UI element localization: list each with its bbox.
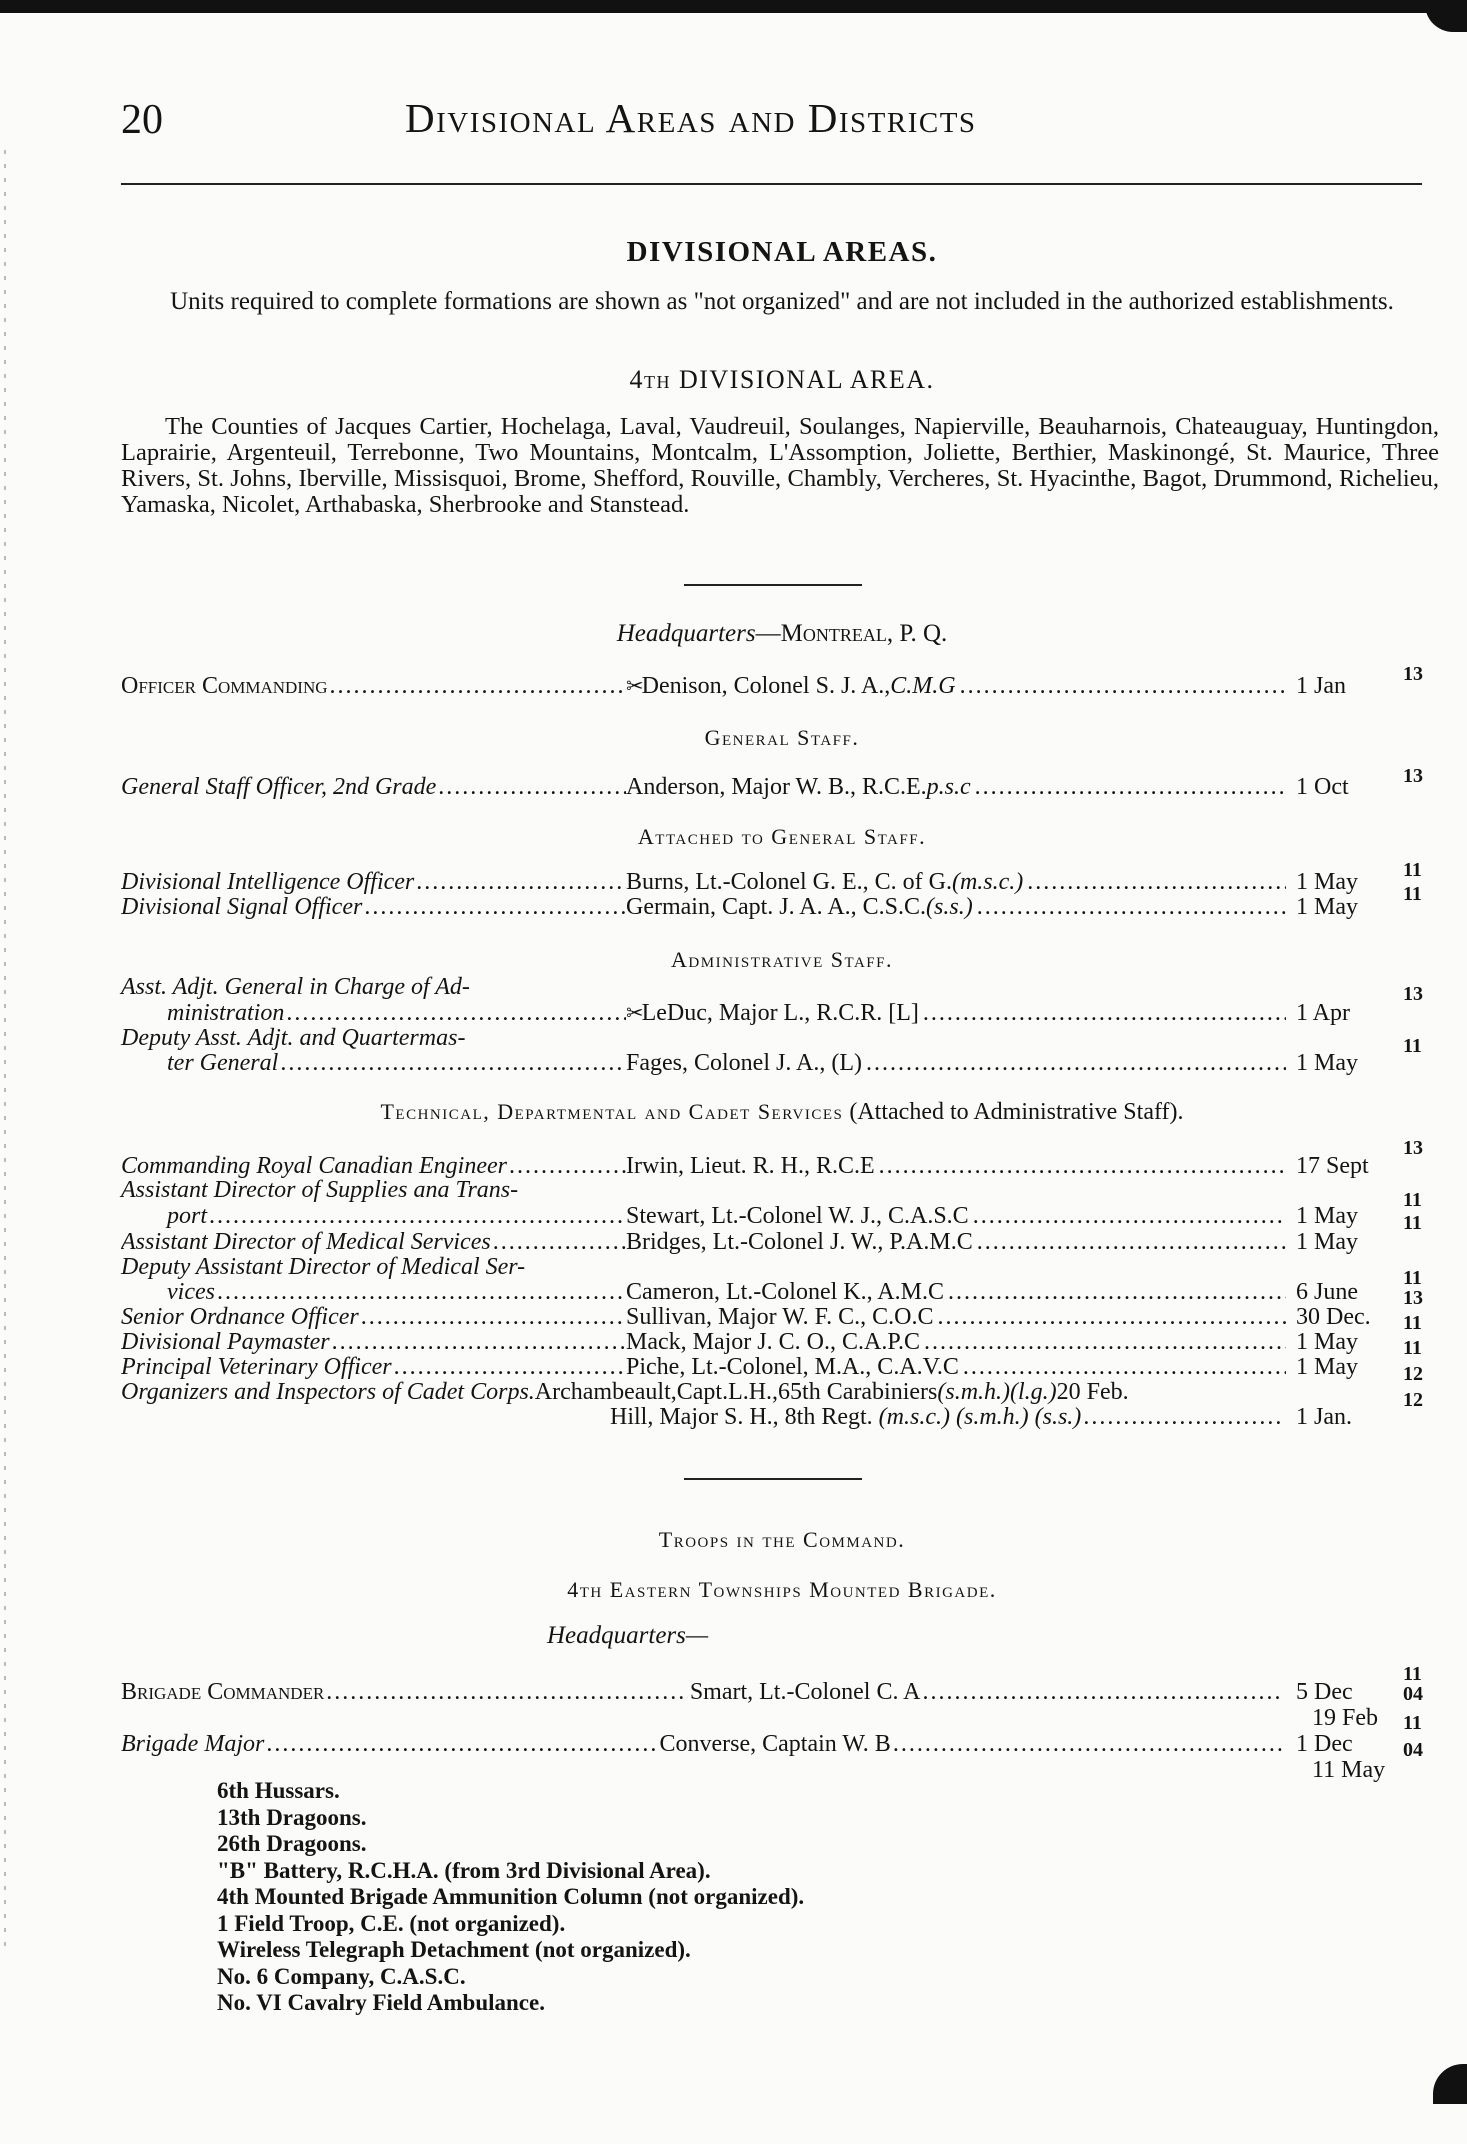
margin-year: 13	[1403, 983, 1423, 1005]
qualification: (m.s.c.) (s.m.h.) (s.s.)	[878, 1404, 1082, 1430]
qualification: (s.m.h.)(l.g.)	[937, 1379, 1057, 1405]
appointment-label-line1: Deputy Assistant Director of Medical Ser-	[121, 1254, 526, 1280]
margin-year: 11	[1403, 1212, 1422, 1234]
margin-year: 11	[1403, 859, 1422, 881]
margin-year: 11	[1403, 1035, 1422, 1057]
appointment-label: General Staff Officer, 2nd Grade	[121, 774, 437, 800]
appointment-label: Commanding Royal Canadian Engineer	[121, 1153, 507, 1179]
margin-year: 11	[1403, 1712, 1422, 1734]
general-staff-heading: General Staff.	[704, 725, 860, 750]
staff-row	[610, 1404, 1374, 1430]
staff-row	[121, 1354, 1374, 1380]
brigade-major-label: Brigade Major	[121, 1731, 265, 1757]
officer-name: Piche, Lt.-Colonel, M.A., C.A.V.C	[626, 1354, 959, 1380]
list-item: 4th Mounted Brigade Ammunition Column (not organized).	[217, 1884, 805, 1909]
appointment-label: Divisional Intelligence Officer	[121, 869, 415, 895]
appointment-label: Officer Commanding	[121, 673, 328, 699]
section-title: DIVISIONAL AREAS.	[626, 236, 938, 268]
officer-name: Stewart, Lt.-Colonel W. J., C.A.S.C	[626, 1203, 969, 1229]
appointment-date: 1 May	[1296, 1354, 1358, 1380]
appointment-date-2: 11 May	[1312, 1757, 1386, 1783]
brigade-heading: 4th Eastern Townships Mounted Brigade.	[567, 1577, 997, 1602]
margin-year: 13	[1403, 663, 1423, 685]
margin-year: 11	[1403, 1337, 1422, 1359]
qualification: p.s.c	[926, 774, 971, 800]
staff-row	[121, 894, 1374, 920]
appointment-label: Senior Ordnance Officer	[121, 1304, 359, 1330]
appointment-date: 1 Jan	[1296, 673, 1346, 699]
unit-list	[217, 1778, 804, 2017]
margin-year: 11	[1403, 1312, 1422, 1334]
appointment-label-line1: Deputy Asst. Adjt. and Quartermas-	[121, 1025, 466, 1051]
officer-name: Denison, Colonel S. J. A.,	[641, 673, 891, 699]
staff-row	[121, 1203, 1374, 1229]
troops-heading: Troops in the Command.	[658, 1527, 906, 1552]
technical-heading-title: Technical, Departmental and Cadet Services	[380, 1099, 844, 1124]
technical-heading-note: (Attached to Administrative Staff).	[849, 1099, 1184, 1125]
appointment-label: Assistant Director of Medical Services	[121, 1229, 491, 1255]
list-item: 26th Dragoons.	[217, 1831, 367, 1856]
officer-name: LeDuc, Major L., R.C.R. [L]	[641, 1000, 919, 1026]
margin-year-2: 04	[1403, 1683, 1423, 1705]
margin-year: 13	[1403, 1287, 1423, 1309]
margin-year: 12	[1403, 1363, 1423, 1385]
brigade-commander-row	[121, 1679, 1374, 1705]
appointment-date: 1 May	[1296, 1203, 1358, 1229]
staff-row	[121, 1329, 1374, 1355]
binding-edge	[4, 150, 6, 1950]
margin-year: 11	[1403, 883, 1422, 905]
appointment-date: 1 May	[1296, 1229, 1358, 1255]
appointment-label: Organizers and Inspectors of Cadet Corps.	[121, 1379, 535, 1405]
honour: C.M.G	[890, 673, 956, 699]
headquarters-line: Headquarters—Montreal, P. Q.	[616, 620, 948, 647]
officer-name: Germain, Capt. J. A. A., C.S.C.	[626, 894, 927, 920]
appointment-label: port	[167, 1203, 208, 1229]
qualification: (s.s.)	[926, 894, 973, 920]
officer-name: Archambeault,Capt.L.H.,65th Carabiniers	[534, 1379, 938, 1405]
officer-name: Bridges, Lt.-Colonel J. W., P.A.M.C	[626, 1229, 973, 1255]
staff-row	[121, 869, 1374, 895]
margin-year: 12	[1403, 1389, 1423, 1411]
scan-bottom-mark	[1433, 2064, 1467, 2104]
list-item: 6th Hussars.	[217, 1778, 340, 1803]
margin-year-2: 04	[1403, 1739, 1423, 1761]
appointment-label-line1: Assistant Director of Supplies ana Trans-	[121, 1177, 519, 1203]
appointment-date: 1 May	[1296, 894, 1358, 920]
appointment-label: vices	[167, 1279, 215, 1305]
officer-name: Fages, Colonel J. A., (L)	[626, 1050, 862, 1076]
staff-row	[121, 1000, 1374, 1026]
staff-row	[121, 1229, 1374, 1255]
attached-staff-heading: Attached to General Staff.	[637, 824, 927, 849]
officer-name: Hill, Major S. H., 8th Regt.	[610, 1404, 879, 1430]
appointment-label: Divisional Paymaster	[121, 1329, 330, 1355]
appointment-date: 17 Sept	[1296, 1153, 1369, 1179]
page-number: 20	[121, 97, 163, 143]
appointment-date: 30 Dec.	[1296, 1304, 1371, 1330]
appointment-date: 6 June	[1296, 1279, 1358, 1305]
margin-year: 11	[1403, 1189, 1422, 1211]
intro-note: Units required to complete formations are shown as "not organized" and are not included in the authorized establishments.	[170, 288, 1394, 315]
list-item: No. VI Cavalry Field Ambulance.	[217, 1990, 545, 2015]
officer-name: Smart, Lt.-Colonel C. A	[689, 1679, 921, 1705]
appointment-date: 1 Oct	[1296, 774, 1349, 800]
appointment-date: 1 May	[1296, 1050, 1358, 1076]
counties-paragraph: The Counties of Jacques Cartier, Hochelaga, Laval, Vaudreuil, Soulanges, Napierville, Beauharnois, Chateauguay, Huntingdon, Laprairie, Argenteuil, Terrebonne, Two Mountains, Montcalm, L'Assomption, Joliette, Berthier, Maskinongé, St. Maurice, Three Rivers, St. Johns, Iberville, Missisquoi, Brome, Shefford, Rouville, Chambly, Vercheres, St. Hyacinthe, Bagot, Drummond, Richelieu, Yamaska, Nicolet, Arthabaska, Sherbrooke and Stanstead.	[121, 413, 1439, 518]
administrative-staff-heading: Administrative Staff.	[671, 947, 893, 972]
divider	[684, 1478, 862, 1480]
officer-name: Cameron, Lt.-Colonel K., A.M.C	[626, 1279, 944, 1305]
officer-name: Mack, Major J. C. O., C.A.P.C	[626, 1329, 921, 1355]
officer-name: Converse, Captain W. B	[659, 1731, 891, 1757]
appointment-label: Principal Veterinary Officer	[121, 1354, 392, 1380]
hq-label: Headquarters	[616, 620, 756, 647]
list-item: No. 6 Company, C.A.S.C.	[217, 1963, 466, 1989]
margin-year: 11	[1403, 1663, 1422, 1685]
appointment-label: Divisional Signal Officer	[121, 894, 363, 920]
margin-year: 11	[1403, 1267, 1422, 1289]
margin-year: 13	[1403, 765, 1423, 787]
officer-name: Irwin, Lieut. R. H., R.C.E	[626, 1153, 875, 1179]
hq-place: Montreal, P. Q.	[780, 620, 948, 647]
staff-row	[121, 1379, 1374, 1405]
appointment-date: 1 Jan.	[1296, 1404, 1352, 1430]
appointment-date: 1 Dec	[1296, 1731, 1353, 1757]
scan-top-border	[0, 0, 1467, 13]
brigade-hq-label: Headquarters—	[547, 1622, 709, 1649]
officer-name: Burns, Lt.-Colonel G. E., C. of G.	[626, 869, 952, 895]
appointment-date: 1 Apr	[1296, 1000, 1350, 1026]
appointment-date-2: 19 Feb	[1312, 1705, 1378, 1731]
scan-corner-mark	[1425, 0, 1467, 32]
staff-row	[121, 774, 1374, 800]
officer-name: Anderson, Major W. B., R.C.E.	[626, 774, 927, 800]
list-item: 13th Dragoons.	[217, 1804, 367, 1830]
list-item: Wireless Telegraph Detachment (not organized).	[217, 1937, 691, 1962]
list-item: "B" Battery, R.C.H.A. (from 3rd Divisional Area).	[217, 1857, 711, 1883]
qualification: (m.s.c.)	[951, 869, 1024, 895]
staff-row	[121, 1153, 1374, 1179]
appointment-label: ministration	[167, 1000, 285, 1026]
officer-name: Sullivan, Major W. F. C., C.O.C	[626, 1304, 934, 1330]
scissors-icon: ✂	[626, 674, 642, 698]
area-title: 4th DIVISIONAL AREA.	[629, 365, 935, 394]
staff-row	[121, 1304, 1374, 1330]
appointment-date: 1 May	[1296, 869, 1358, 895]
running-title: Divisional Areas and Districts	[405, 95, 977, 141]
brigade-commander-label: Brigade Commander	[121, 1679, 325, 1705]
appointment-date: 20 Feb.	[1056, 1379, 1129, 1405]
appointment-date: 5 Dec	[1296, 1679, 1353, 1705]
margin-year: 13	[1403, 1137, 1423, 1159]
divider	[684, 584, 862, 586]
list-item: 1 Field Troop, C.E. (not organized).	[217, 1910, 566, 1936]
scissors-icon: ✂	[626, 1001, 642, 1025]
appointment-label: ter General	[167, 1050, 279, 1076]
brigade-major-row	[121, 1731, 1374, 1757]
appointment-date: 1 May	[1296, 1329, 1358, 1355]
staff-row	[121, 1050, 1374, 1076]
header-rule	[121, 183, 1422, 185]
technical-heading	[121, 1099, 1443, 1126]
appointment-label-line1: Asst. Adjt. General in Charge of Ad-	[121, 974, 470, 1000]
staff-row	[121, 1279, 1374, 1305]
officer-commanding-row	[121, 673, 1374, 699]
